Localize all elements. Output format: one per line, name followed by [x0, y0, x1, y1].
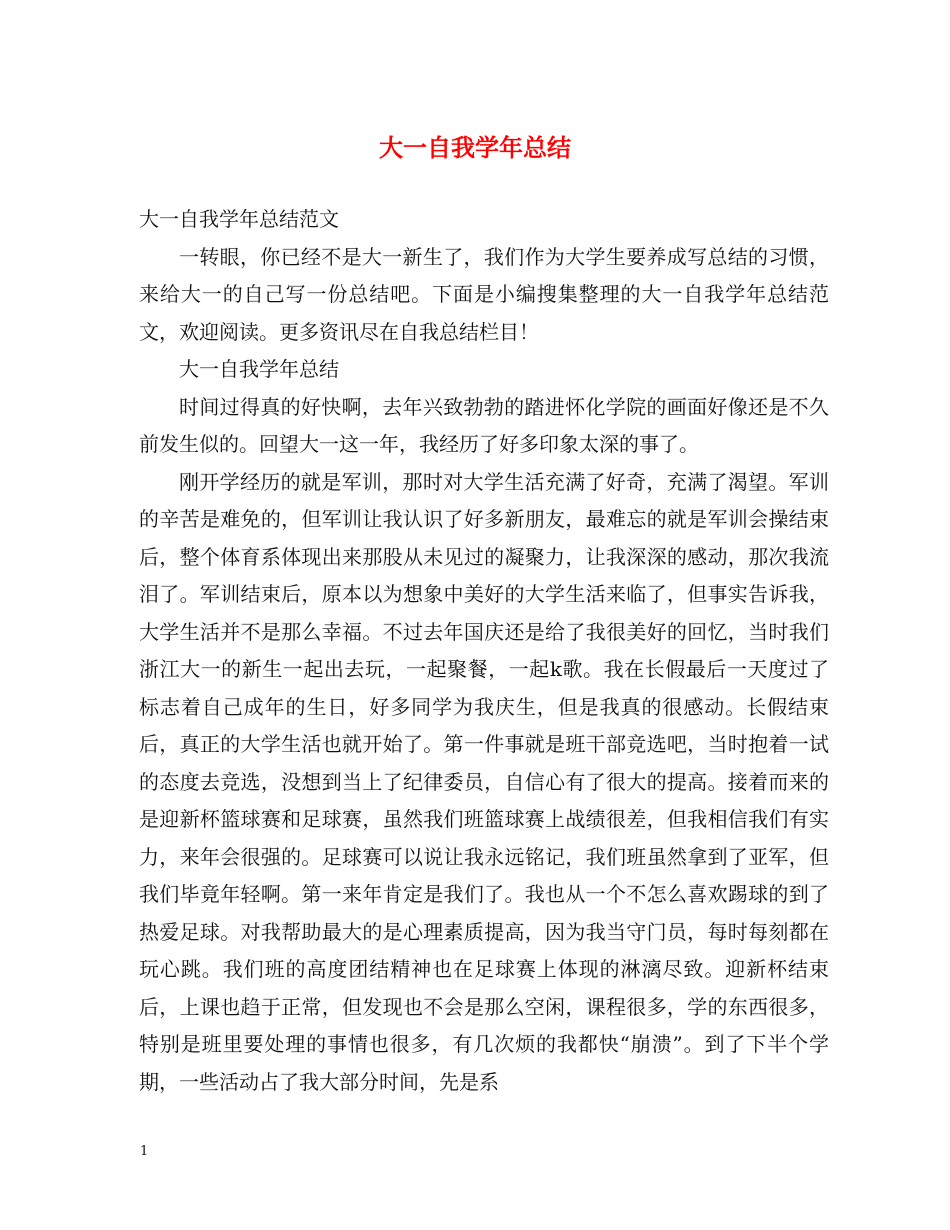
document-title: 大一自我学年总结	[379, 133, 571, 162]
section-heading: 大一自我学年总结	[179, 357, 339, 381]
subtitle: 大一自我学年总结范文	[139, 207, 339, 231]
page-number: 1	[140, 1144, 149, 1159]
intro-paragraph: 一转眼，你已经不是大一新生了，我们作为大学生要养成写总结的习惯，来给大一的自己写一份总结吧。下面是小编搜集整理的大一自我学年总结范文，欢迎阅读。更多资讯尽在自我总结栏目！	[139, 244, 829, 344]
paragraph: 刚开学经历的就是军训，那时对大学生活充满了好奇，充满了渴望。军训的辛苦是难免的，但军训让我认识了好多新朋友，最难忘的就是军训会操结束后，整个体育系体现出来那股从未见过的凝聚力，让我深深的感动，那次我流泪了。军训结束后，原本以为想象中美好的大学生活来临了，但事实告诉我，大学生活并不是那么幸福。不过去年国庆还是给了我很美好的回忆，当时我们浙江大一的新生一起出去玩，一起聚餐，一起k歌。我在长假最后一天度过了标志着自己成年的生日，好多同学为我庆生，但是我真的很感动。长假结束后，真正的大学生活也就开始了。第一件事就是班干部竞选吧，当时抱着一试的态度去竞选，没想到当上了纪律委员，自信心有了很大的提高。接着而来的是迎新杯篮球赛和足球赛，虽然我们班篮球赛上战绩很差，但我相信我们有实力，来年会很强的。足球赛可以说让我永远铭记，我们班虽然拿到了亚军，但我们毕竟年轻啊。第一来年肯定是我们了。我也从一个不怎么喜欢踢球的到了热爱足球。对我帮助最大的是心理素质提高，因为我当守门员，每时每刻都在玩心跳。我们班的高度团结精神也在足球赛上体现的淋漓尽致。迎新杯结束后，上课也趋于正常，但发现也不会是那么空闲，课程很多，学的东西很多，特别是班里要处理的事情也很多，有几次烦的我都快“崩溃”。到了下半个学期，一些活动占了我大部分时间，先是系	[139, 469, 829, 1094]
paragraph: 时间过得真的好快啊，去年兴致勃勃的踏进怀化学院的画面好像还是不久前发生似的。回望大一这一年，我经历了好多印象太深的事了。	[139, 394, 829, 456]
document-body	[139, 201, 829, 1101]
